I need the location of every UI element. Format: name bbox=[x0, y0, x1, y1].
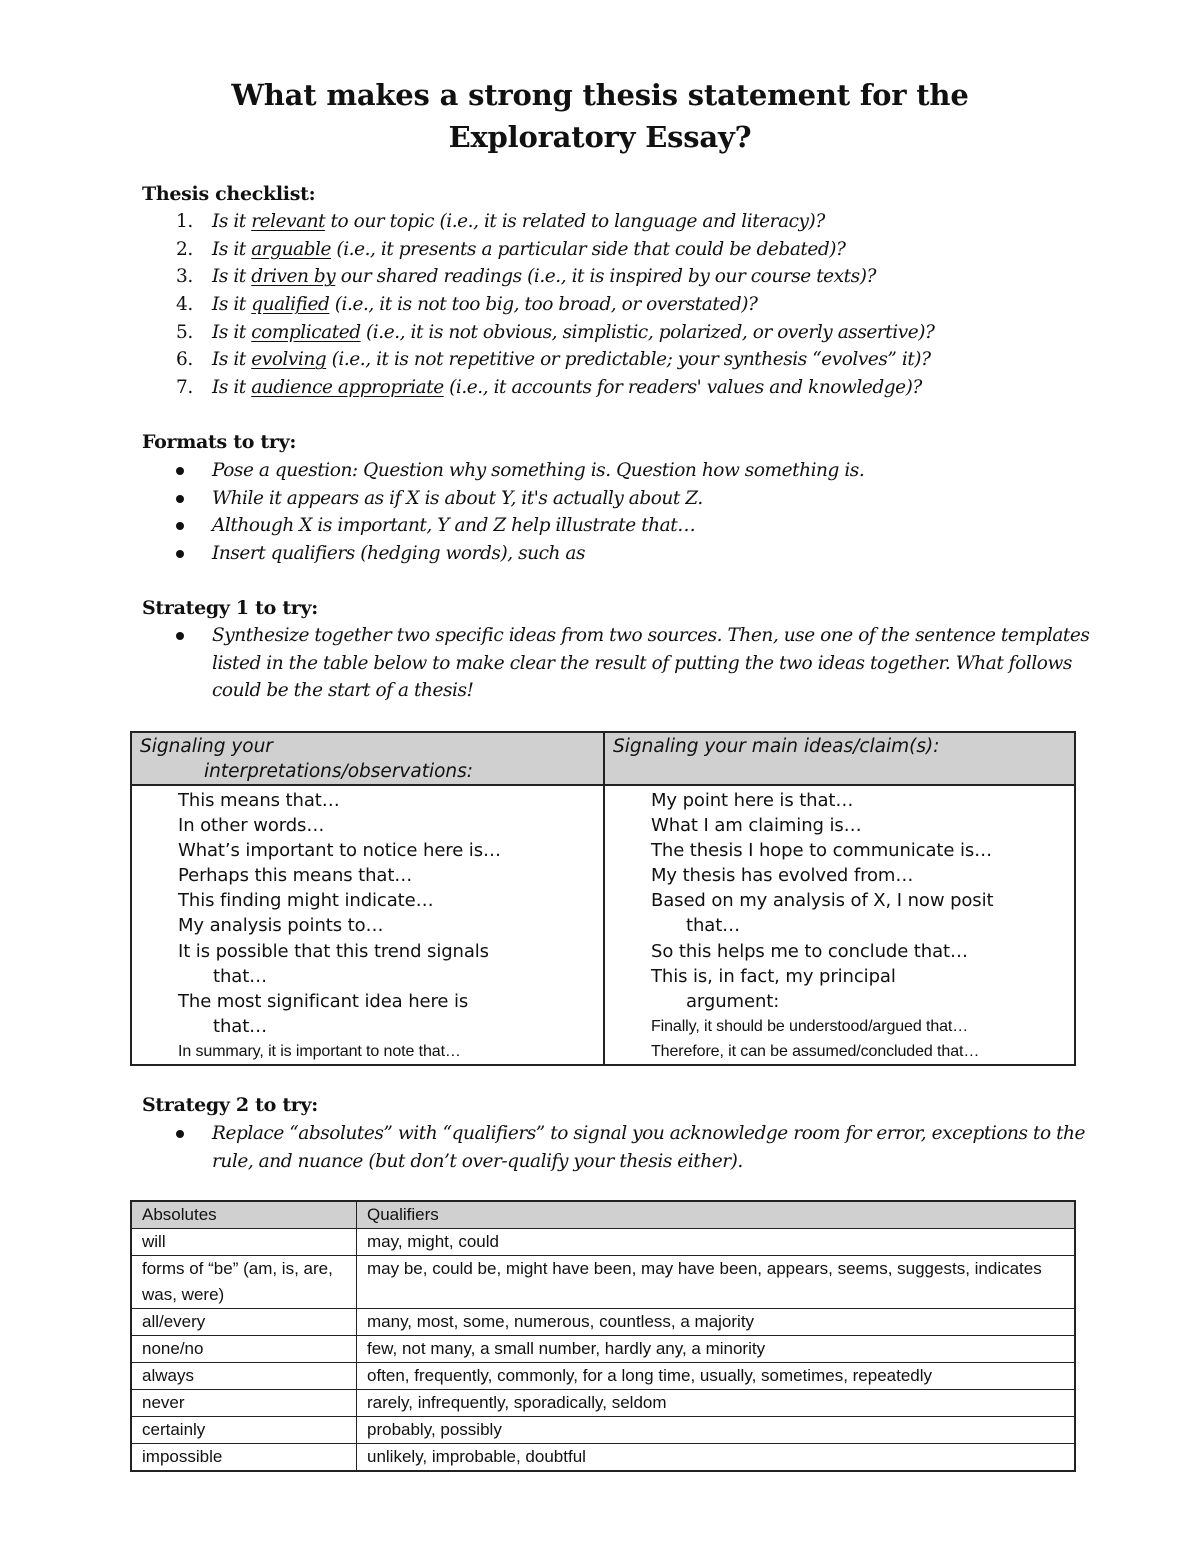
template-phrase-text: This means that… bbox=[178, 790, 340, 811]
table-row bbox=[131, 1256, 1075, 1309]
header-interpretations-line-1: Signaling your bbox=[140, 736, 273, 757]
template-phrase bbox=[605, 863, 1074, 888]
qualifier-cell: few, not many, a small number, hardly any, a minority bbox=[357, 1336, 1076, 1363]
checklist-term: driven by bbox=[251, 266, 336, 288]
template-phrase-continuation: that… bbox=[213, 1015, 268, 1037]
checklist-item bbox=[142, 319, 1122, 347]
bullet-icon bbox=[176, 1130, 184, 1138]
checklist-term: complicated bbox=[251, 321, 361, 343]
checklist-term: arguable bbox=[251, 238, 331, 260]
absolute-cell: will bbox=[131, 1229, 357, 1256]
bullet-icon bbox=[176, 495, 184, 503]
checklist-prefix: Is it bbox=[212, 321, 252, 343]
template-phrase bbox=[132, 788, 603, 813]
list-item bbox=[142, 485, 1102, 513]
list-item bbox=[142, 540, 1102, 568]
template-phrase bbox=[132, 813, 603, 838]
formats-list bbox=[142, 457, 1102, 568]
bullet-icon bbox=[176, 550, 184, 558]
template-phrase-text: Perhaps this means that… bbox=[178, 865, 413, 887]
checklist-term: qualified bbox=[251, 294, 330, 316]
template-phrase-text: Based on my analysis of X, I now posit bbox=[651, 890, 994, 912]
checklist-prefix: Is it bbox=[212, 377, 252, 399]
checklist-item bbox=[142, 208, 1122, 236]
template-phrase bbox=[605, 888, 1074, 938]
qualifier-cell: many, most, some, numerous, countless, a majority bbox=[357, 1309, 1076, 1336]
list-item-text: Synthesize together two specific ideas from two sources. Then, use one of the sentence templates listed in the table below to make clear the result of putting the two ideas together. What follows could be the start of a thesis! bbox=[212, 625, 1090, 702]
checklist-description: our shared readings (i.e., it is inspired by our course texts)? bbox=[335, 266, 876, 288]
checklist-item bbox=[142, 291, 1122, 319]
header-qualifiers: Qualifiers bbox=[357, 1201, 1076, 1229]
list-item bbox=[142, 622, 1102, 705]
table-row bbox=[131, 1309, 1075, 1336]
template-phrase bbox=[132, 863, 603, 888]
list-item-text: While it appears as if X is about Y, it's actually about Z. bbox=[212, 487, 703, 509]
checklist-item bbox=[142, 263, 1122, 291]
checklist-description: (i.e., it presents a particular side that could be debated)? bbox=[331, 238, 846, 260]
absolute-cell: always bbox=[131, 1363, 357, 1390]
checklist-number: 5. bbox=[176, 321, 193, 343]
absolutes-qualifiers-table bbox=[130, 1200, 1076, 1472]
checklist-item bbox=[142, 374, 1122, 402]
header-interpretations bbox=[131, 732, 604, 785]
checklist-text bbox=[212, 346, 931, 374]
checklist-prefix: Is it bbox=[212, 238, 252, 260]
bullet-icon bbox=[176, 467, 184, 475]
checklist-text bbox=[212, 263, 876, 291]
checklist-prefix: Is it bbox=[212, 294, 252, 316]
list-item-text: Pose a question: Question why something is. Question how something is. bbox=[212, 460, 865, 481]
template-phrase bbox=[132, 939, 603, 989]
checklist-description: (i.e., it accounts for readers' values and knowledge)? bbox=[443, 377, 922, 399]
checklist-number: 2. bbox=[176, 238, 193, 260]
title-line-1: What makes a strong thesis statement for the bbox=[231, 78, 969, 112]
strategy-2-list bbox=[142, 1120, 1102, 1175]
template-phrase bbox=[605, 838, 1074, 863]
template-phrase bbox=[605, 964, 1074, 1014]
strategy-2-heading: Strategy 2 to try: bbox=[142, 1094, 318, 1116]
table-row bbox=[131, 1417, 1075, 1444]
checklist-description: (i.e., it is not repetitive or predictable; your synthesis “evolves” it)? bbox=[326, 349, 931, 371]
template-phrase-text: What I am claiming is… bbox=[651, 815, 862, 837]
template-phrase-text: It is possible that this trend signals bbox=[178, 940, 489, 962]
checklist-description: (i.e., it is not obvious, simplistic, polarized, or overly assertive)? bbox=[360, 321, 935, 343]
template-phrase bbox=[132, 989, 603, 1039]
template-phrase bbox=[605, 813, 1074, 838]
absolute-cell: all/every bbox=[131, 1309, 357, 1336]
checklist-text bbox=[212, 374, 922, 402]
checklist-prefix: Is it bbox=[212, 211, 252, 232]
header-absolutes: Absolutes bbox=[131, 1201, 357, 1229]
template-phrase-continuation: that… bbox=[686, 915, 741, 937]
list-item bbox=[142, 457, 1102, 485]
template-phrase bbox=[132, 913, 603, 938]
template-phrase-text: This finding might indicate… bbox=[178, 890, 434, 912]
list-item bbox=[142, 1120, 1102, 1175]
table-row bbox=[131, 1444, 1075, 1472]
list-item bbox=[142, 512, 1102, 540]
qualifier-cell: unlikely, improbable, doubtful bbox=[357, 1444, 1076, 1472]
table-row bbox=[131, 1336, 1075, 1363]
page-title bbox=[0, 74, 1200, 158]
checklist-number: 6. bbox=[176, 349, 193, 371]
list-item-text: Replace “absolutes” with “qualifiers” to signal you acknowledge room for error, exceptions to the rule, and nuance (but don’t over-qualify your thesis either). bbox=[212, 1123, 1086, 1172]
template-phrase-text: What’s important to notice here is… bbox=[178, 840, 501, 862]
checklist-text bbox=[212, 291, 757, 319]
checklist-term: evolving bbox=[251, 349, 327, 371]
checklist-description: to our topic (i.e., it is related to language and literacy)? bbox=[325, 211, 825, 232]
template-phrase-text: In other words… bbox=[178, 815, 325, 837]
strategy-1-list bbox=[142, 622, 1102, 705]
absolute-cell: impossible bbox=[131, 1444, 357, 1472]
header-interpretations-line-2: interpretations/observations: bbox=[204, 761, 474, 782]
template-phrase bbox=[605, 1014, 1074, 1039]
main-ideas-column bbox=[604, 785, 1075, 1065]
strategy-1-heading: Strategy 1 to try: bbox=[142, 597, 318, 619]
bullet-icon bbox=[176, 632, 184, 640]
checklist-number: 4. bbox=[176, 294, 193, 316]
list-item-text: Insert qualifiers (hedging words), such as bbox=[212, 543, 586, 565]
thesis-checklist bbox=[142, 208, 1122, 402]
template-phrase bbox=[132, 1039, 603, 1064]
checklist-number: 7. bbox=[176, 377, 193, 399]
template-phrase-text: So this helps me to conclude that… bbox=[651, 940, 968, 962]
header-main-ideas: Signaling your main ideas/claim(s): bbox=[604, 732, 1075, 785]
formats-heading: Formats to try: bbox=[142, 431, 297, 453]
checklist-text bbox=[212, 236, 846, 264]
checklist-prefix: Is it bbox=[212, 266, 252, 288]
template-phrase-text: Finally, it should be understood/argued that… bbox=[651, 1017, 969, 1035]
template-phrase-text: Therefore, it can be assumed/concluded that… bbox=[651, 1042, 980, 1060]
template-phrase bbox=[605, 788, 1074, 813]
title-line-2: Exploratory Essay? bbox=[448, 120, 752, 154]
table-row bbox=[131, 1229, 1075, 1256]
checklist-prefix: Is it bbox=[212, 349, 252, 371]
qualifiers-table-body bbox=[131, 1229, 1075, 1472]
template-phrase-text: The thesis I hope to communicate is… bbox=[651, 840, 993, 862]
qualifier-cell: may, might, could bbox=[357, 1229, 1076, 1256]
absolute-cell: certainly bbox=[131, 1417, 357, 1444]
sentence-templates-table bbox=[130, 731, 1076, 1066]
template-phrase-text: My point here is that… bbox=[651, 790, 854, 811]
template-phrase bbox=[132, 838, 603, 863]
checklist-term: audience appropriate bbox=[251, 377, 444, 399]
bullet-icon bbox=[176, 522, 184, 530]
template-phrase bbox=[605, 1039, 1074, 1064]
checklist-text bbox=[212, 319, 934, 347]
table-row bbox=[131, 1363, 1075, 1390]
absolute-cell: forms of “be” (am, is, are, was, were) bbox=[131, 1256, 357, 1309]
checklist-term: relevant bbox=[251, 211, 326, 232]
template-phrase-text: The most significant idea here is bbox=[178, 990, 469, 1012]
absolute-cell: none/no bbox=[131, 1336, 357, 1363]
qualifier-cell: rarely, infrequently, sporadically, seldom bbox=[357, 1390, 1076, 1417]
template-phrase-text: In summary, it is important to note that… bbox=[178, 1042, 461, 1060]
checklist-number: 1. bbox=[176, 211, 193, 232]
qualifier-cell: often, frequently, commonly, for a long time, usually, sometimes, repeatedly bbox=[357, 1363, 1076, 1390]
absolute-cell: never bbox=[131, 1390, 357, 1417]
interpretations-column bbox=[131, 785, 604, 1065]
thesis-checklist-heading: Thesis checklist: bbox=[142, 183, 316, 205]
template-phrase bbox=[132, 888, 603, 913]
checklist-number: 3. bbox=[176, 266, 193, 288]
checklist-description: (i.e., it is not too big, too broad, or overstated)? bbox=[329, 294, 758, 316]
template-phrase-text: My analysis points to… bbox=[178, 915, 384, 937]
table-row bbox=[131, 1390, 1075, 1417]
template-phrase bbox=[605, 939, 1074, 964]
template-phrase-text: This is, in fact, my principal bbox=[651, 965, 896, 987]
template-phrase-continuation: argument: bbox=[686, 990, 780, 1012]
template-phrase-continuation: that… bbox=[213, 965, 268, 987]
checklist-text bbox=[212, 208, 825, 236]
qualifier-cell: may be, could be, might have been, may have been, appears, seems, suggests, indicates bbox=[357, 1256, 1076, 1309]
template-phrase-text: My thesis has evolved from… bbox=[651, 865, 914, 887]
checklist-item bbox=[142, 236, 1122, 264]
qualifier-cell: probably, possibly bbox=[357, 1417, 1076, 1444]
checklist-item bbox=[142, 346, 1122, 374]
list-item-text: Although X is important, Y and Z help illustrate that… bbox=[212, 515, 696, 537]
